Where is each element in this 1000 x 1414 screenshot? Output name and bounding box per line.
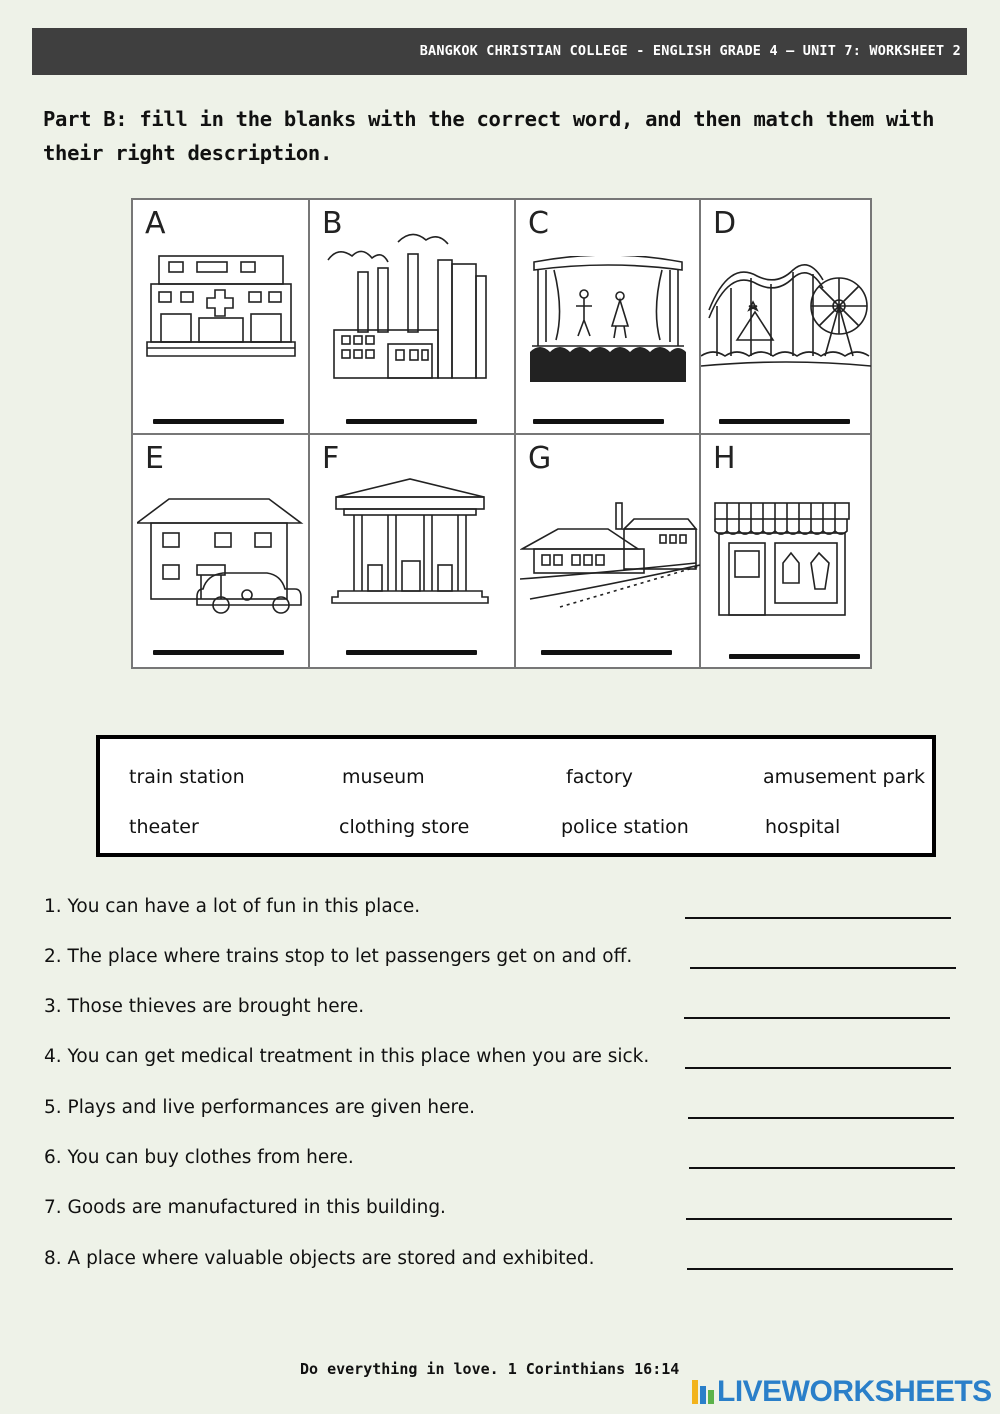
hospital-icon	[141, 248, 301, 368]
question-5: 5. Plays and live performances are given here.	[44, 1097, 475, 1118]
picture-cell-e	[133, 435, 308, 669]
amusement-park-icon	[701, 250, 871, 380]
footer-quote: Do everything in love. 1 Corinthians 16:14	[300, 1360, 680, 1378]
question-3: 3. Those thieves are brought here.	[44, 996, 365, 1017]
answer-blank-4[interactable]	[685, 1067, 951, 1069]
question-1: 1. You can have a lot of fun in this place.	[44, 896, 421, 917]
question-6: 6. You can buy clothes from here.	[44, 1147, 354, 1168]
theater-icon	[528, 256, 688, 386]
header-title: BANGKOK CHRISTIAN COLLEGE - ENGLISH GRADE 4 – UNIT 7: WORKSHEET 2	[419, 43, 961, 59]
answer-blank-8[interactable]	[687, 1268, 953, 1270]
liveworksheets-logo[interactable]	[692, 1375, 992, 1409]
picture-cell-f	[310, 435, 514, 669]
word-bank	[96, 735, 936, 857]
picture-cell-d	[701, 200, 872, 433]
question-8: 8. A place where valuable objects are stored and exhibited.	[44, 1248, 595, 1269]
picture-letter: G	[528, 441, 552, 476]
word-bank-item: amusement park	[763, 766, 926, 788]
picture-cell-g	[516, 435, 699, 669]
instructions: Part B: fill in the blanks with the correct word, and then match them with their right description.	[43, 107, 935, 165]
picture-letter: C	[528, 206, 549, 241]
picture-cell-b	[310, 200, 514, 433]
train-station-icon	[520, 499, 700, 619]
clothing-store-icon	[713, 497, 863, 627]
logo-text: LIVEWORKSHEETS	[717, 1375, 992, 1408]
picture-letter: E	[145, 441, 164, 476]
picture-letter: F	[322, 441, 340, 476]
word-bank-item: museum	[342, 766, 425, 788]
word-bank-item: clothing store	[339, 816, 470, 838]
answer-blank-7[interactable]	[686, 1218, 952, 1220]
factory-icon	[318, 220, 503, 380]
picture-letter: B	[322, 206, 343, 241]
word-bank-item: theater	[129, 816, 199, 838]
picture-letter: H	[713, 441, 736, 476]
picture-cell-h	[701, 435, 872, 669]
picture-letter: D	[713, 206, 737, 241]
police-station-icon	[137, 493, 307, 623]
picture-letter: A	[145, 206, 166, 241]
picture-grid	[131, 198, 872, 669]
answer-blank-2[interactable]	[690, 967, 956, 969]
word-bank-item: train station	[129, 766, 245, 788]
liveworksheets-logo-mark-icon	[692, 1380, 714, 1404]
header-bar	[32, 28, 967, 75]
museum-icon	[318, 475, 503, 615]
word-bank-item: police station	[561, 816, 689, 838]
question-4: 4. You can get medical treatment in this place when you are sick.	[44, 1046, 650, 1067]
question-7: 7. Goods are manufactured in this building.	[44, 1197, 446, 1218]
answer-blank-1[interactable]	[685, 917, 951, 919]
question-2: 2. The place where trains stop to let passengers get on and off.	[44, 946, 633, 967]
word-bank-item: hospital	[765, 816, 841, 838]
word-bank-item: factory	[566, 766, 633, 788]
answer-blank-5[interactable]	[688, 1117, 954, 1119]
answer-blank-3[interactable]	[684, 1017, 950, 1019]
picture-cell-a	[133, 200, 308, 433]
picture-cell-c	[516, 200, 699, 433]
answer-blank-6[interactable]	[689, 1167, 955, 1169]
